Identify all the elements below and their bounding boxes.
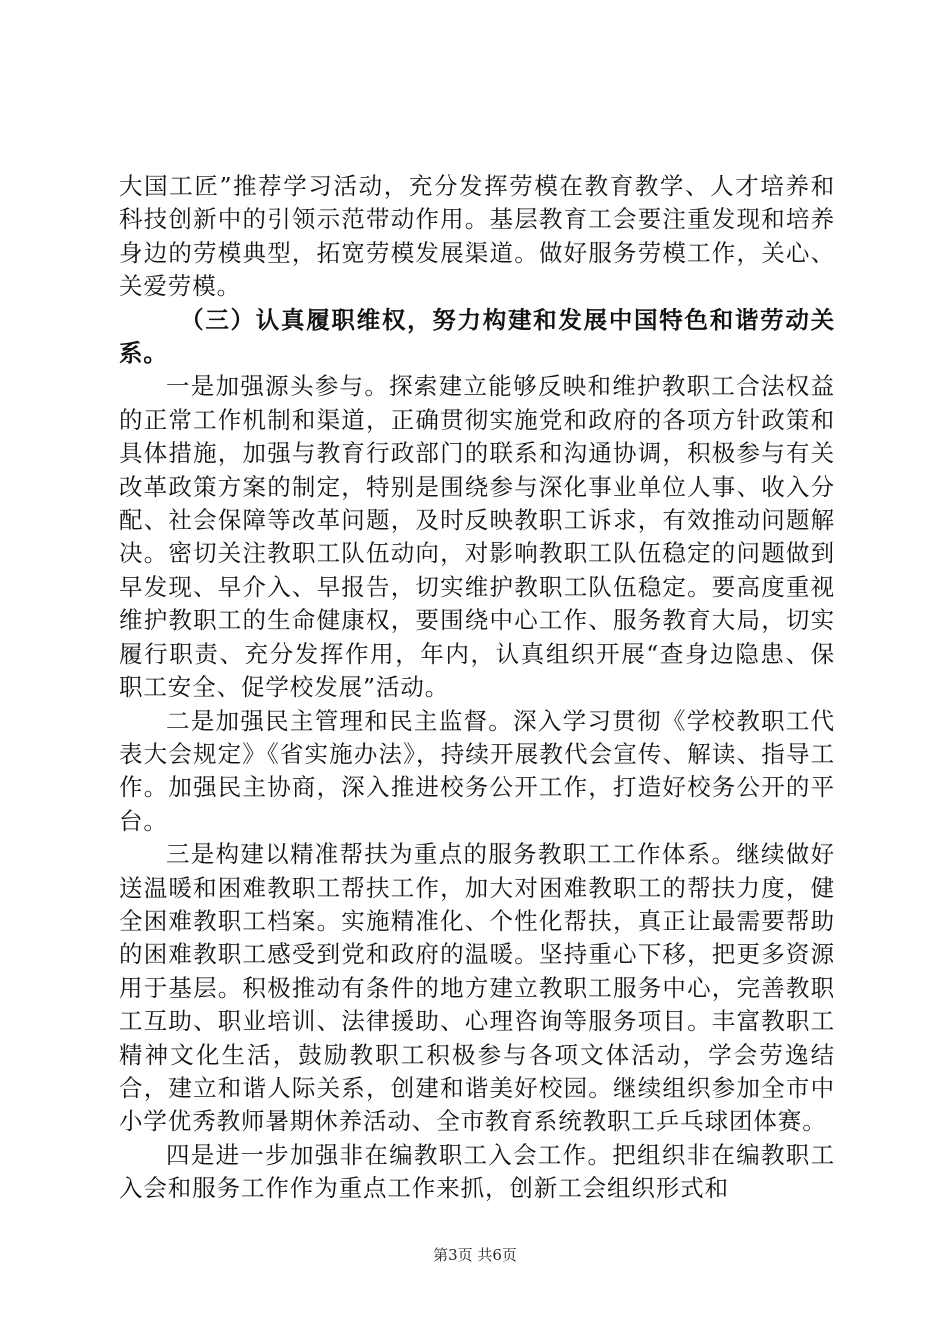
paragraph-source-participation: 一是加强源头参与。探索建立能够反映和维护教职工合法权益的正常工作机制和渠道，正确贯彻实施党和政府的各项方针政策和具体措施，加强与教育行政部门的联系和沟通协调，积极参与有关改革政策方案的制定，特别是围绕参与深化事业单位人事、收入分配、社会保障等改革问题，及时反映教职工诉求，有效推动问题解决。密切关注教职工队伍动向，对影响教职工队伍稳定的问题做到早发现、早介入、早报告，切实维护教职工队伍稳定。要高度重视维护教职工的生命健康权，要围绕中心工作、服务教育大局，切实履行职责、充分发挥作用，年内，认真组织开展“查身边隐患、保职工安全、促学校发展”活动。 (119, 372, 835, 702)
paragraph-non-staff-membership: 四是进一步加强非在编教职工入会工作。把组织非在编教职工入会和服务工作作为重点工作来抓，创新工会组织形式和 (119, 1140, 835, 1203)
paragraph-democratic-management: 二是加强民主管理和民主监督。深入学习贯彻《学校教职工代表大会规定》《省实施办法》，持续开展教代会宣传、解读、指导工作。加强民主协商，深入推进校务公开工作，打造好校务公开的平台。 (119, 706, 835, 835)
paragraph-service-system: 三是构建以精准帮扶为重点的服务教职工工作体系。继续做好送温暖和困难教职工帮扶工作，加大对困难教职工的帮扶力度，健全困难教职工档案。实施精准化、个性化帮扶，真正让最需要帮助的困难教职工感受到党和政府的温暖。坚持重心下移，把更多资源用于基层。积极推动有条件的地方建立教职工服务中心，完善教职工互助、职业培训、法律援助、心理咨询等服务项目。丰富教职工精神文化生活，鼓励教职工积极参与各项文体活动，学会劳逸结合，建立和谐人际关系，创建和谐美好校园。继续组织参加全市中小学优秀教师暑期休养活动、全市教育系统教职工乒乓球团体赛。 (119, 840, 835, 1136)
section-heading-rights-protection: （三）认真履职维权，努力构建和发展中国特色和谐劳动关系。 (119, 305, 835, 368)
paragraph-model-workers: 大国工匠”推荐学习活动，充分发挥劳模在教育教学、人才培养和科技创新中的引领示范带动作用。基层教育工会要注重发现和培养身边的劳模典型，拓宽劳模发展渠道。做好服务劳模工作，关心、关爱劳模。 (119, 172, 835, 301)
document-body (119, 170, 835, 1206)
page-number-footer: 第3页 共6页 (433, 1246, 517, 1264)
